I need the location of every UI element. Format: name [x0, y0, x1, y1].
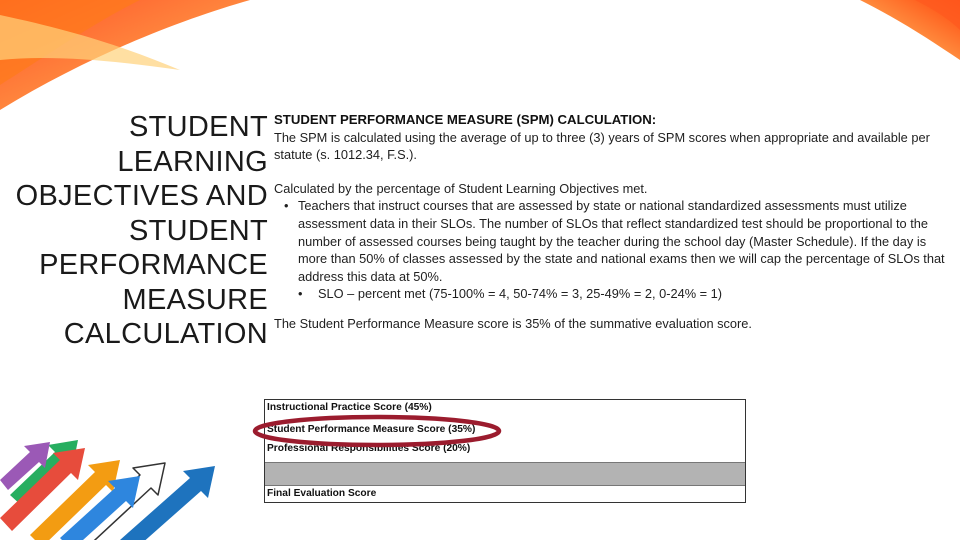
title-line: LEARNING	[117, 145, 268, 178]
bullet-dot-icon: •	[284, 198, 289, 214]
arrows-decoration	[0, 440, 300, 540]
table-divider-bar	[265, 462, 745, 486]
title-line: CALCULATION	[63, 318, 268, 350]
bullet-item	[274, 197, 956, 285]
spm-paragraph-2: Calculated by the percentage of Student Learning Objectives met.	[274, 180, 648, 196]
title-line: PERFORMANCE	[39, 249, 268, 281]
title-line: MEASURE	[122, 283, 268, 316]
title-line: OBJECTIVES AND	[15, 180, 268, 212]
bullet-text: SLO – percent met (75-100% = 4, 50-74% = 3, 25-49% = 2, 0-24% = 1)	[318, 286, 723, 302]
spm-paragraph-3: The Student Performance Measure score is 35% of the summative evaluation score.	[274, 315, 752, 331]
bullet-list	[274, 197, 956, 303]
spm-paragraph-1: The SPM is calculated using the average of up to three (3) years of SPM scores when appropriate and available per statute (s. 1012.34, F.S.).	[274, 129, 930, 163]
content-body	[274, 111, 956, 333]
bullet-item	[274, 285, 956, 303]
table-row: Instructional Practice Score (45%)	[267, 402, 432, 413]
slide-title	[0, 110, 268, 352]
table-row: Professional Responsibilities Score (20%)	[267, 443, 471, 454]
top-flame-decoration	[0, 0, 960, 110]
bullet-text: Teachers that instruct courses that are assessed by state or national standardized assessments must utilize assessment data in their SLOs. The number of SLOs that reflect standardized test should be proportional to the number of assessed courses being taught by the teacher during the school day (Master Schedule). If the day is more than 50% of classes assessed by the state and national exams then we will cap the percentage of SLOs that address this data at 50%.	[298, 198, 945, 284]
table-row-final: Final Evaluation Score	[267, 488, 377, 499]
spm-heading: STUDENT PERFORMANCE MEASURE (SPM) CALCULATION:	[274, 112, 657, 127]
table-row: Student Performance Measure Score (35%)	[267, 424, 476, 435]
title-line: STUDENT	[128, 111, 268, 143]
title-line: STUDENT	[128, 214, 268, 247]
bullet-dot-icon: •	[298, 286, 303, 302]
